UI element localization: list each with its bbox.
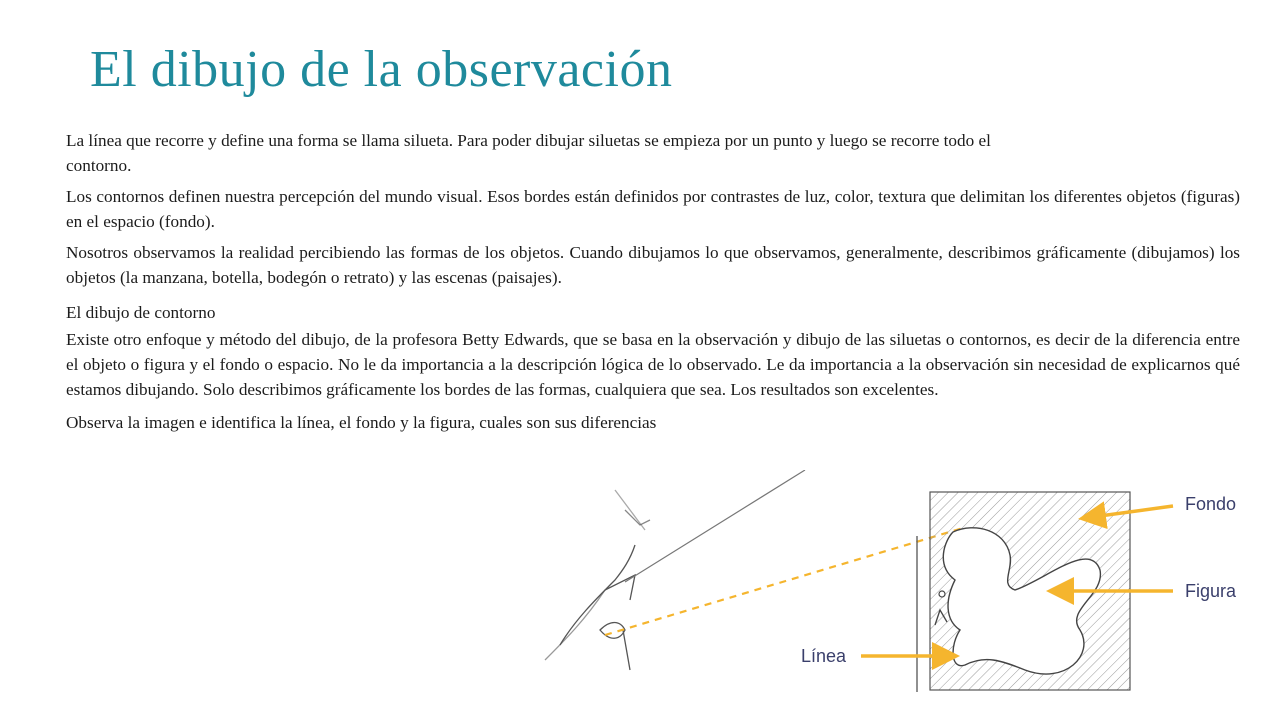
subheading-dibujo-contorno: El dibujo de contorno: [66, 303, 216, 322]
figure-illustration: [505, 470, 1250, 700]
page-title: El dibujo de la observación: [90, 41, 673, 98]
body-text: [66, 128, 1240, 441]
contour-drawing-figure: [505, 470, 1250, 700]
paragraph-instruction: Observa la imagen e identifica la línea, el fondo y la figura, cuales son sus diferencias: [66, 413, 657, 432]
paragraph-contornos: Los contornos definen nuestra percepción del mundo visual. Esos bordes están definidos por contrastes de luz, color, textura que delimitan los diferentes objetos (figuras) en el espacio (fondo).: [66, 187, 1240, 231]
paragraph-silueta: La línea que recorre y define una forma se llama silueta. Para poder dibujar siluetas se empieza por un punto y luego se recorre todo el contorno.: [66, 131, 991, 175]
label-fondo: Fondo: [1185, 494, 1237, 514]
pencil-line: [625, 470, 805, 582]
label-figura: Figura: [1185, 581, 1237, 601]
paragraph-betty-edwards: Existe otro enfoque y método del dibujo, de la profesora Betty Edwards, que se basa en la observación y dibujo de las siluetas o contornos, es decir de la diferencia entre el objeto o figura y el fondo o espacio. No le da importancia a la descripción lógica de lo observado. Le da importancia a la observación sin necesidad de explicarnos qué estamos dibujando. Solo describimos gráficamente los bordes de las formas, cualquiera que sea. Los resultados son excelentes.: [66, 330, 1240, 399]
sightline: [605, 528, 963, 635]
eye-sketch: [545, 490, 650, 670]
label-linea: Línea: [801, 646, 847, 666]
paragraph-observamos: Nosotros observamos la realidad percibiendo las formas de los objetos. Cuando dibujamos lo que observamos, generalmente, describimos gráficamente (dibujamos) los objetos (la manzana, botella, bodegón o retrato) y las escenas (paisajes).: [66, 243, 1240, 287]
